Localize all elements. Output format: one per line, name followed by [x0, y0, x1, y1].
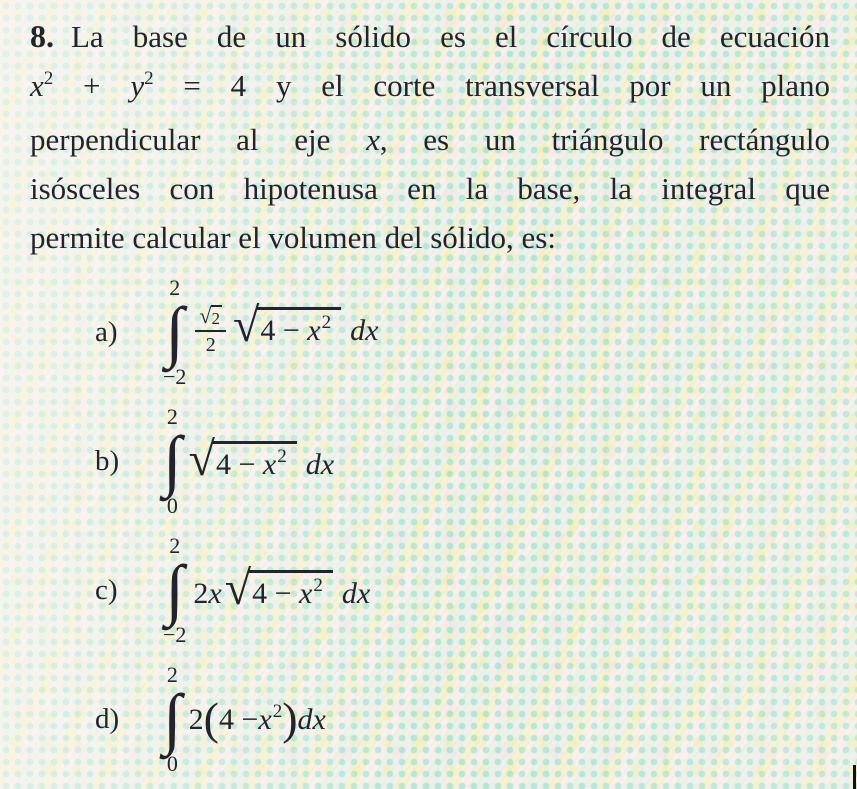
math-sup: 2	[144, 68, 154, 89]
math-operator: +	[53, 68, 131, 103]
math-var-x: x	[307, 313, 321, 347]
math-sup: 2	[43, 68, 54, 89]
integral-upper-limit: 2	[169, 275, 181, 301]
option-c-label: c)	[95, 574, 118, 606]
integral-upper-limit: 2	[166, 404, 178, 430]
option-c-integrand	[193, 562, 371, 615]
math-var-x: x	[208, 577, 222, 610]
integral-sign: ∫	[163, 680, 182, 757]
sqrt-icon: √	[199, 302, 212, 328]
question-line-5	[30, 213, 830, 262]
sqrt-expression: √ $4 - x^2$	[225, 570, 333, 609]
option-d-integrand: 2 ( 4 − x 2 ) dx	[188, 692, 326, 744]
option-b-integrand	[188, 433, 335, 486]
integral-lower-limit: 0	[166, 750, 178, 776]
question-line-3	[30, 115, 830, 164]
integral-sign: ∫	[165, 293, 185, 370]
option-d	[95, 655, 857, 784]
integral-upper-limit: 2	[166, 662, 178, 688]
fraction-numerator	[195, 302, 226, 332]
question-line-2	[30, 61, 830, 115]
fraction-numerator-radicand: 2	[211, 305, 223, 327]
math-var-x: x	[30, 68, 44, 103]
math-sup: 2	[313, 575, 323, 596]
option-c-integral	[163, 535, 186, 645]
question-line-5-text: permite calcular el volumen del sólido, es:	[30, 220, 556, 255]
radicand	[249, 570, 333, 609]
question-line-1-text: La base de un sólido es el círculo de ecuación	[71, 19, 830, 54]
option-a-label: a)	[95, 316, 118, 348]
math-var-x: x	[258, 702, 272, 736]
sqrt-expression: √ $4 - x^2$	[189, 441, 297, 480]
question-line-3-head: perpendicular al eje	[30, 122, 367, 157]
differential-dx: dx	[305, 448, 335, 481]
option-a-integrand	[193, 298, 379, 359]
integral-sign: ∫	[163, 422, 182, 499]
math-sup: 2	[277, 446, 287, 467]
math-var-x: x	[262, 448, 277, 481]
math-var-y: y	[130, 68, 145, 103]
integral-sign: ∫	[165, 551, 185, 628]
radicand-head: 4 −	[252, 577, 300, 610]
coefficient: 2	[193, 577, 209, 610]
math-var-x: x	[299, 577, 313, 610]
math-var-x: x	[366, 122, 380, 157]
option-b-integral	[163, 406, 182, 516]
radicand-head: 4 −	[215, 448, 263, 481]
option-c	[95, 526, 857, 655]
differential-dx: dx	[341, 577, 371, 610]
radicand	[213, 441, 297, 480]
differential-dx: dx	[350, 313, 379, 347]
option-d-integral	[163, 664, 182, 774]
math-sup: 2	[272, 700, 283, 722]
math-sup: 2	[321, 311, 332, 333]
radicand	[257, 307, 341, 346]
fraction-sqrt2-over-2	[195, 302, 226, 357]
paren-body-head: 4 −	[218, 702, 259, 736]
integral-lower-limit: −2	[163, 621, 187, 647]
coefficient: 2	[188, 702, 204, 736]
radicand-head: 4 −	[260, 313, 308, 347]
fraction-denominator: 2	[205, 333, 216, 356]
question-line-3-tail: , es un triángulo rectángulo	[379, 122, 830, 157]
screen-artifact-mark	[853, 765, 856, 789]
question-line-4	[30, 164, 830, 213]
option-b-label: b)	[95, 445, 120, 477]
sqrt-expression: √ $4 - x^2$	[233, 307, 341, 346]
integral-upper-limit: 2	[169, 533, 181, 559]
option-d-label: d)	[95, 703, 120, 735]
option-a-integral	[163, 277, 186, 387]
question-line-2-text: = 4 y el corte transversal por un plano	[153, 68, 830, 103]
question-block	[0, 0, 857, 262]
answer-options	[0, 268, 857, 784]
integral-lower-limit: −2	[163, 363, 187, 389]
question-number: 8.	[30, 18, 54, 54]
option-b	[95, 397, 857, 526]
question-line-1	[30, 12, 830, 61]
integral-lower-limit: 0	[166, 492, 178, 518]
differential-dx: dx	[297, 702, 326, 736]
option-a	[95, 268, 857, 397]
question-line-4-text: isósceles con hipotenusa en la base, la integral que	[30, 171, 830, 206]
